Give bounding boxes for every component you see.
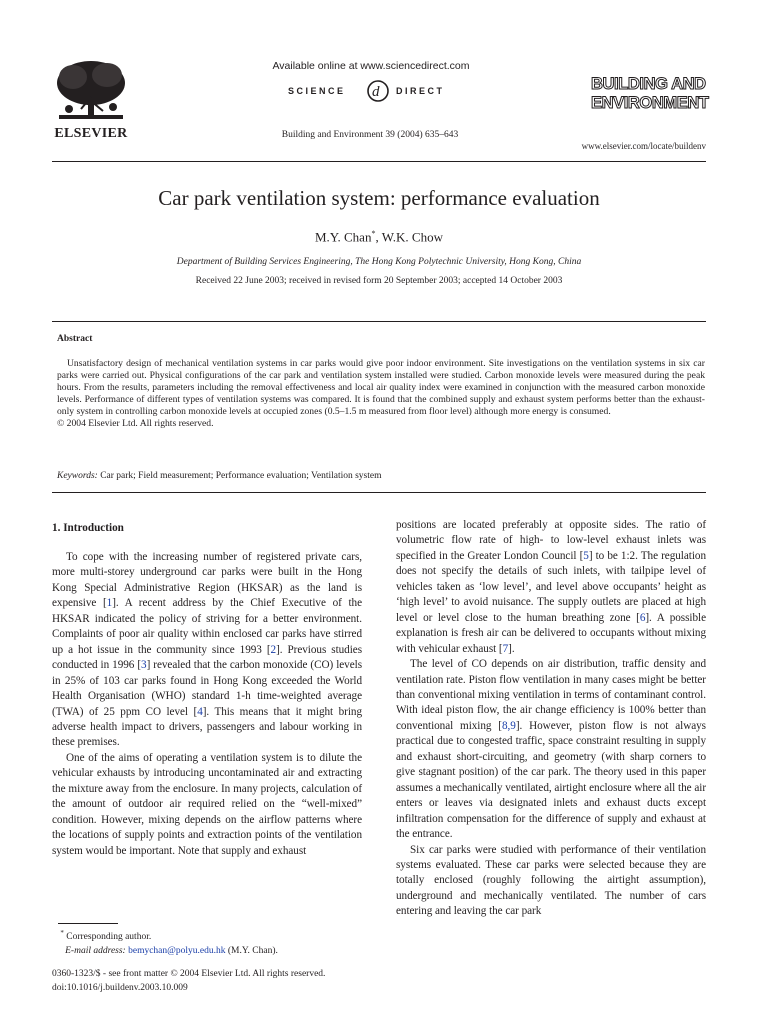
author-first: M.Y. Chan [314,229,372,245]
left-column [52,550,362,859]
journal-logo-line2: ENVIRONMENT [591,94,709,112]
keywords-label: Keywords: [57,471,98,481]
sciencedirect-left-text: SCIENCE [288,86,346,96]
corresponding-mark[interactable]: * [371,229,376,238]
keywords-line [57,471,705,481]
keywords-values: Car park; Field measurement; Performance evaluation; Ventilation system [100,471,382,481]
citation-link[interactable]: 1 [106,597,113,610]
citation-link[interactable]: 5 [583,549,589,562]
issn-line: 0360-1323/$ - see front matter © 2004 Elsevier Ltd. All rights reserved. [52,969,326,979]
doi-line[interactable]: doi:10.1016/j.buildenv.2003.10.009 [52,982,188,993]
citation-link[interactable]: 7 [502,642,509,655]
affiliation: Department of Building Services Engineering, The Hong Kong Polytechnic University, Hong Kong, China [176,257,582,267]
svg-text:d: d [372,84,380,100]
abstract-body [57,358,705,431]
right-paragraph-1: positions are located preferably at opposite sides. The ratio of volumetric flow rate of high- to low-level exhaust inlets was specified in the Greater London Council [5] to be 1:2. The regulation does not specify the details of such inlets, with tailpipe level of vehicles taken as ‘low level’, and level above occupants’ height as ‘high level’ to avoid nuisance. The supply outlets are placed at high level or level close to the human breathing zone [6]. A possible explanation is fresh air can be delivered to occupants without mixing with vehicular exhaust [7]. [396,519,706,655]
citation-link[interactable]: 2 [270,643,277,656]
journal-reference: Building and Environment 39 (2004) 635–643 [281,130,459,140]
footnote-rule [58,923,118,924]
front-matter [52,968,325,995]
right-paragraph-2: The level of CO depends on air distribution, traffic density and ventilation rate. Piston flow ventilation in many cases might be better than conventional mixing ventilation in terms of contaminant control. With ideal piston flow, the air change efficiency is 100% better than conventional mixing [8,9]. However, piston flow is not always practical due to congested traffic, space constraint resulting in supply and exhaust short-circuiting, and geometry (with sharp corners to give stagnant position) of the car park. The theory used in this paper assumes a mechanically ventilated, airtight enclosure where all the air enters or leaves via designated inlets and exhaust ducts except infiltration compensation for the difference of supply and exhaust at the entrance. [396,658,706,841]
available-online-line[interactable]: Available online at www.sciencedirect.com [272,60,470,72]
abstract-top-rule [52,321,706,322]
citation-link[interactable]: 3 [141,659,147,672]
header-divider [52,161,706,162]
right-column [396,518,706,920]
abstract-bottom-rule [52,492,706,493]
email-link[interactable]: bemychan@polyu.edu.hk [128,945,226,956]
footnote-email: E-mail address: bemychan@polyu.edu.hk (M.Y. Chan). [65,945,278,956]
received-dates: Received 22 June 2003; received in revised form 20 September 2003; accepted 14 October 2003 [195,276,563,286]
citation-link[interactable]: 8,9 [501,719,516,732]
journal-url[interactable]: www.elsevier.com/locate/buildenv [581,141,706,151]
journal-logo [591,75,709,113]
journal-logo-line1: BUILDING AND [591,75,706,93]
author-rest: , W.K. Chow [375,229,443,245]
footnote [58,927,278,958]
left-paragraph-1: To cope with the increasing number of registered private cars, more multi-storey underground car parks were built in the Hong Kong Special Administrative Region (HKSAR) as the land is expensive [1]. A recent address by the Chief Executive of the HKSAR indicated the policy of striving for a better environment. Complaints of poor air quality within enclosed car parks have stirred up a hot issue in the community since 1993 [2]. Previous studies conducted in 1996 [3] revealed that the carbon monoxide (CO) levels in 25% of 103 car parks found in Hong Kong exceeded the World Health Organisation (WHO) standard 1-h time-weighted average (TWA) of 25 ppm CO level [4]. This means that it might bring adverse health impact to drivers, passengers and labour working in these premises. [52,551,362,749]
left-paragraph-2: One of the aims of operating a ventilation system is to dilute the vehicular exhausts by introducing uncontaminated air and extracting the mixture away from the enclosure. In many projects, calculation of the amount of outdoor air required relied on the “well-mixed” condition. However, mixing depends on the airflow patterns where the locations of supply points and extraction points of the ventilation system would be important. Note that supply and exhaust [52,751,362,857]
abstract-heading: Abstract [57,334,93,344]
abstract-copyright: © 2004 Elsevier Ltd. All rights reserved. [57,418,214,430]
citation-link[interactable]: 6 [639,611,646,624]
article-authors [52,229,706,245]
section-heading: 1. Introduction [52,522,124,534]
publisher-wordmark: ELSEVIER [54,126,128,141]
footnote-corresponding: * Corresponding author. [60,929,152,943]
right-paragraph-3: Six car parks were studied with performance of their ventilation systems evaluated. These car parks were selected because they are totally enclosed (roughly following the airtight assumption), underground and mechanically ventilated. The number of cars entering and leaving the car park [396,843,706,918]
article-title: Car park ventilation system: performance evaluation [158,186,600,210]
sciencedirect-logo [284,78,474,104]
citation-link[interactable]: 4 [197,705,203,718]
abstract-text: Unsatisfactory design of mechanical ventilation systems in car parks would give poor indoor environment. Site investigations on the ventilation systems in six car parks were carried out. Physical configurations of the car park and ventilation system installed were studied. Carbon monoxide levels were measured during the peak hours. From the results, parameters including the removal effectiveness and local air quality index were examined in conjunction with the measured carbon monoxide levels. Performance of different types of ventilation systems was compared. It is found that the combined supply and exhaust system performs better than the exhaust-only system in controlling carbon monoxide levels at occupied zones (0.5–1.5 m measured from floor level) although more energy is consumed. [57,358,705,418]
sciencedirect-right-text: DIRECT [396,86,445,96]
